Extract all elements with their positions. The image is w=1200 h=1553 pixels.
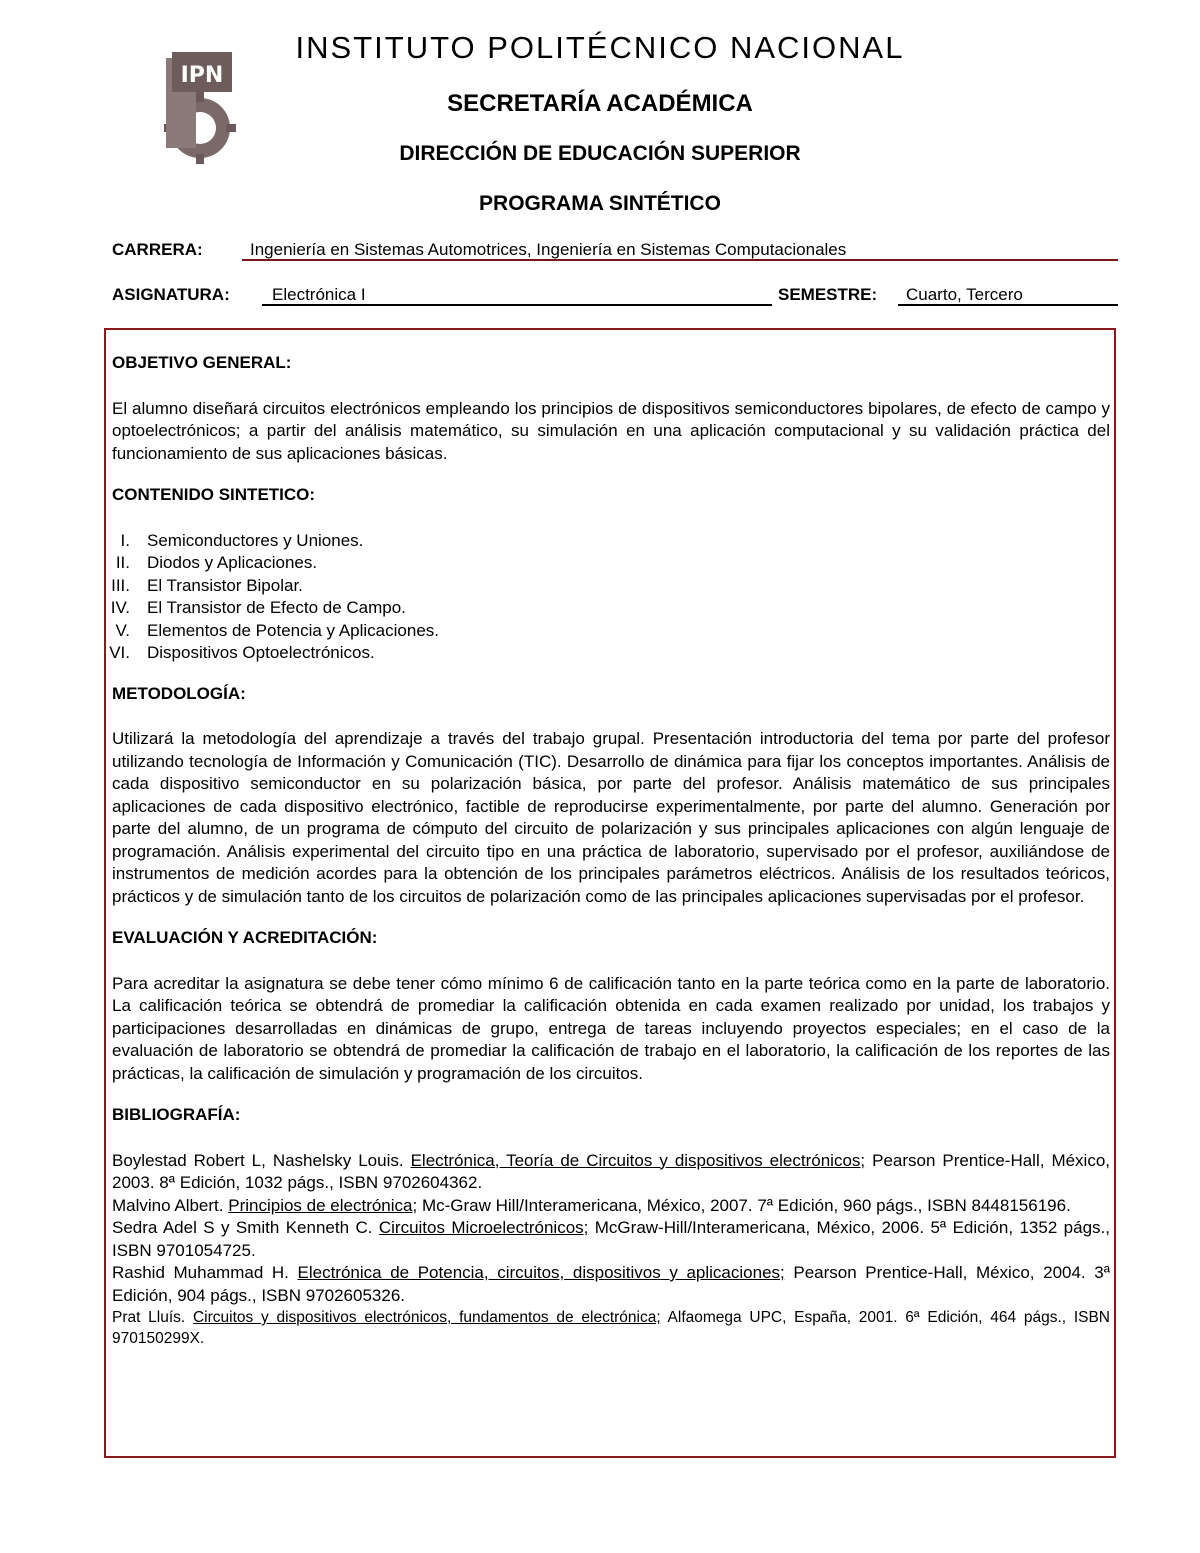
list-item bbox=[112, 597, 1110, 620]
bib-details: McGraw-Hill/Interamericana, México, 2006. 5ª Edición, 1352 págs., ISBN 9701054725. bbox=[112, 1218, 1110, 1260]
list-item bbox=[112, 530, 1110, 553]
item-number: V. bbox=[115, 620, 130, 640]
list-item bbox=[112, 620, 1110, 643]
semestre-value: Cuarto, Tercero bbox=[906, 285, 1023, 304]
bib-title: Principios de electrónica bbox=[228, 1195, 413, 1215]
item-text: Semiconductores y Uniones. bbox=[147, 530, 364, 550]
direction-title: DIRECCIÓN DE EDUCACIÓN SUPERIOR bbox=[399, 142, 801, 165]
item-text: El Transistor de Efecto de Campo. bbox=[147, 598, 406, 617]
bibliografia-list bbox=[112, 1150, 1110, 1350]
bib-details: ; Mc-Graw Hill/Interamericana, México, 2007. 7ª Edición, 960 págs., ISBN 8448156196. bbox=[412, 1195, 1071, 1215]
item-text: Elementos de Potencia y Aplicaciones. bbox=[147, 620, 440, 640]
bib-entry bbox=[112, 1150, 1110, 1195]
list-item bbox=[109, 642, 1110, 665]
semestre-label: SEMESTRE: bbox=[778, 285, 878, 304]
item-number: II. bbox=[115, 553, 130, 572]
bib-author: Boylestad Robert L, Nashelsky Louis. bbox=[112, 1150, 411, 1170]
bib-author: Prat Lluís. bbox=[112, 1309, 193, 1326]
objetivo-title: OBJETIVO GENERAL: bbox=[112, 353, 292, 372]
item-text: Dispositivos Optoelectrónicos. bbox=[147, 643, 375, 662]
bib-details: Pearson Prentice-Hall, México, 2004. 3ª Edición, 904 págs., ISBN 9702605326. bbox=[112, 1263, 1111, 1305]
asignatura-value: Electrónica I bbox=[272, 285, 366, 304]
item-number: III. bbox=[111, 575, 130, 595]
bib-title: Circuitos Microelectrónicos; bbox=[378, 1218, 589, 1237]
carrera-label: CARRERA: bbox=[112, 240, 203, 259]
bib-author: Rashid Muhammad H. bbox=[112, 1263, 298, 1282]
bib-author: Sedra Adel S y Smith Kenneth C. bbox=[112, 1218, 379, 1237]
metodologia-title: METODOLOGÍA: bbox=[112, 683, 246, 703]
item-number: I. bbox=[120, 530, 130, 550]
item-text: Diodos y Aplicaciones. bbox=[147, 553, 318, 572]
program-title: PROGRAMA SINTÉTICO bbox=[479, 192, 721, 215]
asignatura-label: ASIGNATURA: bbox=[112, 285, 230, 304]
secretariat-title: SECRETARÍA ACADÉMICA bbox=[447, 90, 753, 117]
asignatura-underline bbox=[262, 304, 772, 306]
bib-details: Pearson Prentice-Hall, México, 2003. 8ª Edición, 1032 págs., ISBN 9702604362. bbox=[112, 1150, 1111, 1192]
bib-entry bbox=[112, 1217, 1110, 1262]
item-number: VI. bbox=[109, 643, 130, 662]
contenido-list bbox=[109, 530, 1110, 665]
carrera-value: Ingeniería en Sistemas Automotrices, Ingeniería en Sistemas Computacionales bbox=[250, 240, 847, 259]
contenido-title: CONTENIDO SINTETICO: bbox=[112, 485, 316, 504]
logo-text: IPN bbox=[180, 63, 224, 88]
metodologia-text: Utilizará la metodología del aprendizaje a través del trabajo grupal. Presentación introductoria del tema por parte del profesor utilizando tecnología de Información y Comunicación (TIC). Desarrollo de dinámica para fijar los conceptos importantes. Análisis de cada dispositivo semiconductor en su polarización básica, por parte del profesor. Análisis matemático de sus principales aplicaciones de cada dispositivo electrónico, factible de reproducirse experimentalmente, por parte del alumno. Generación por parte del alumno, de un programa de cómputo del circuito de polarización y sus principales aplicaciones con algún lenguaje de programación. Análisis experimental del circuito tipo en una práctica de laboratorio, supervisado por el profesor, auxiliándose de instrumentos de medición acordes para la obtención de los principales parámetros eléctricos. Análisis de los resultados teóricos, prácticos y de simulación tanto de los circuitos de polarización como de las principales aplicaciones supervisadas por el profesor. bbox=[112, 729, 1110, 906]
bib-author: Malvino Albert. bbox=[112, 1195, 229, 1215]
bib-entry bbox=[112, 1262, 1110, 1307]
item-number: IV. bbox=[110, 598, 130, 617]
bib-entry bbox=[112, 1307, 1110, 1349]
item-text: El Transistor Bipolar. bbox=[147, 575, 303, 595]
evaluacion-title: EVALUACIÓN Y ACREDITACIÓN: bbox=[112, 928, 378, 947]
list-item bbox=[112, 552, 1110, 575]
content bbox=[109, 352, 1111, 1349]
list-item bbox=[112, 575, 1110, 598]
institution-title: INSTITUTO POLITÉCNICO NACIONAL bbox=[295, 30, 905, 65]
objetivo-text: El alumno diseñará circuitos electrónicos empleando los principios de dispositivos semiconductores bipolares, de efecto de campo y optoelectrónicos; a partir del análisis matemático, su simulación en una aplicación computacional y su validación práctica del funcionamiento de sus aplicaciones básicas. bbox=[112, 398, 1110, 463]
bib-title: Electrónica, Teoría de Circuitos y dispositivos electrónicos; bbox=[410, 1150, 866, 1170]
bib-title: Circuitos y dispositivos electrónicos, fundamentos de electrónica; bbox=[192, 1309, 661, 1326]
bib-entry bbox=[112, 1195, 1110, 1218]
carrera-underline bbox=[242, 259, 1118, 261]
bib-details: Alfaomega UPC, España, 2001. 6ª Edición, 464 págs., ISBN 970150299X. bbox=[112, 1309, 1110, 1347]
semestre-underline bbox=[898, 304, 1118, 306]
bib-title: Electrónica de Potencia, circuitos, dispositivos y aplicaciones; bbox=[297, 1263, 785, 1282]
evaluacion-text: Para acreditar la asignatura se debe tener cómo mínimo 6 de calificación tanto en la parte teórica como en la parte de laboratorio. La calificación teórica se obtendrá de promediar la calificación obtenida en cada examen realizado por unidad, los trabajos y participaciones desarrolladas en dinámicas de grupo, entrega de tareas incluyendo proyectos especiales; en el caso de la evaluación de laboratorio se obtendrá de promediar la calificación de trabajo en el laboratorio, la calificación de los reportes de las prácticas, la calificación de simulación y programación de los circuitos. bbox=[112, 973, 1110, 1083]
bibliografia-title: BIBLIOGRAFÍA: bbox=[112, 1105, 241, 1124]
